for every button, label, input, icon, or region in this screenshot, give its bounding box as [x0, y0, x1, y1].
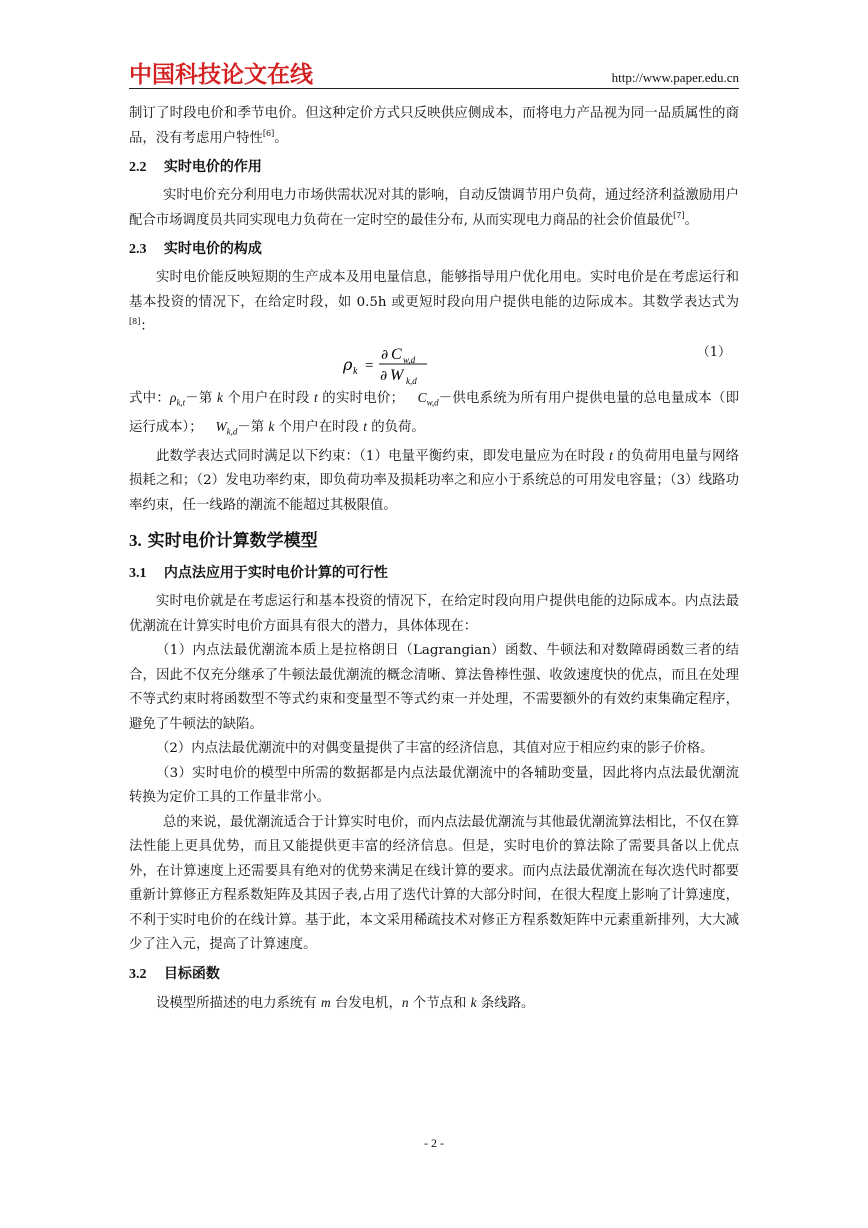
- intro-paragraph: 制订了时段电价和季节电价。但这种定价方式只反映供应侧成本，而将电力产品视为同一品质属性的商品，没有考虑用户特性[6]。: [129, 106, 739, 146]
- svg-text:∂: ∂: [380, 367, 388, 384]
- equation-number: （1）: [696, 344, 731, 360]
- feasibility-point-2: （2）内点法最优潮流中的对偶变量提供了丰富的经济信息，其值对应于相应约束的影子价格。: [156, 741, 714, 757]
- logo-text: 中国科技论文在线: [129, 62, 313, 88]
- citation-6[interactable]: [6]: [262, 128, 275, 138]
- page-body: [129, 102, 739, 1016]
- section-3-2-heading: 3.2 目标函数: [129, 965, 220, 982]
- section-3-heading: 3. 实时电价计算数学模型: [129, 531, 318, 552]
- page-number: - 2 -: [424, 1136, 444, 1150]
- equation-1: [129, 342, 739, 386]
- section-2-3-heading: 2.3 实时电价的构成: [129, 241, 262, 257]
- site-url[interactable]: http://www.paper.edu.cn: [611, 70, 739, 85]
- svg-text:k: k: [353, 365, 358, 377]
- site-logo: [129, 58, 319, 88]
- section-3-2-paragraph: 设模型所描述的电力系统有 m 台发电机，n 个节点和 k 条线路。: [156, 994, 535, 1011]
- header-divider: [129, 88, 739, 89]
- section-2-3-paragraph: 实时电价能反映短期的生产成本及用电量信息，能够指导用户优化用电。实时电价是在考虑运行和基本投资的情况下，在给定时段，如 0.5h 或更短时段向用户提供电能的边际成本。其数学表达式为[8]：: [129, 270, 739, 334]
- svg-text:C: C: [391, 345, 402, 363]
- feasibility-point-3: （3）实时电价的模型中所需的数据都是内点法最优潮流中的各辅助变量，因此将内点法最优潮流转换为定价工具的工作量非常小。: [129, 765, 739, 806]
- svg-text:w,d: w,d: [403, 354, 416, 365]
- svg-text:ρ: ρ: [343, 354, 353, 374]
- section-2-2-heading: 2.2 实时电价的作用: [129, 159, 262, 175]
- svg-text:∂: ∂: [381, 346, 389, 363]
- summary-paragraph: 总的来说，最优潮流适合于计算实时电价，而内点法最优潮流与其他最优潮流算法相比，不仅在算法性能上更具优势，而且又能提供更丰富的经济信息。但是，实时电价的算法除了需要具备以上优点外，在计算速度上还需要具有绝对的优势来满足在线计算的要求。而内点法最优潮流在每次迭代时都要重新计算修正方程系数矩阵及其因子表,占用了迭代计算的大部分时间，在很大程度上影响了计算速度，不利于实时电价的在线计算。基于此，本文采用稀疏技术对修正方程系数矩阵中元素重新排列，大大减少了注入元，提高了计算速度。: [129, 814, 739, 953]
- svg-text:k,d: k,d: [406, 375, 417, 386]
- svg-text:W: W: [390, 366, 404, 384]
- citation-8[interactable]: [8]: [129, 317, 141, 326]
- equation-variables-paragraph: 式中：$\rho_{k,t}-$第 k 个用户在时段 t 的实时电价； $C_{w,d}-$供电系统为所有用户提供电量的总电量成本（即运行成本）； $W_{k,d}-$第 k 个用户在时段 t 的负荷。: [129, 389, 739, 437]
- svg-text:=: =: [365, 357, 374, 374]
- constraints-paragraph: 此数学表达式同时满足以下约束：（1）电量平衡约束，即发电量应为在时段 t 的负荷用电量与网络损耗之和；（2）发电功率约束，即负荷功率及损耗功率之和应小于系统总的可用发电容量；（3）线路功率约束，任一线路的潮流不能超过其极限值。: [129, 447, 739, 513]
- equation-formula: [343, 342, 443, 386]
- section-3-1-heading: 3.1 内点法应用于实时电价计算的可行性: [129, 565, 388, 582]
- citation-7[interactable]: [7]: [673, 210, 685, 220]
- page-header: [129, 56, 739, 92]
- section-3-1-paragraph: 实时电价就是在考虑运行和基本投资的情况下，在给定时段向用户提供电能的边际成本。内点法最优潮流在计算实时电价方面具有很大的潜力，具体体现在：: [129, 594, 739, 634]
- feasibility-point-1: （1）内点法最优潮流本质上是拉格朗日（Lagrangian）函数、牛顿法和对数障碍函数三者的结合，因此不仅充分继承了牛顿法最优潮流的概念清晰、算法鲁棒性强、收敛速度快的优点，而且在处理不等式约束时将函数型不等式约束和变量型不等式约束一并处理，不需要额外的有效约束集确定程序，避免了牛顿法的缺陷。: [129, 643, 739, 732]
- section-2-2-paragraph: 实时电价充分利用电力市场供需状况对其的影响，自动反馈调节用户负荷，通过经济利益激励用户配合市场调度员共同实现电力负荷在一定时空的最佳分布, 从而实现电力商品的社会价值最优[7]。: [129, 188, 739, 228]
